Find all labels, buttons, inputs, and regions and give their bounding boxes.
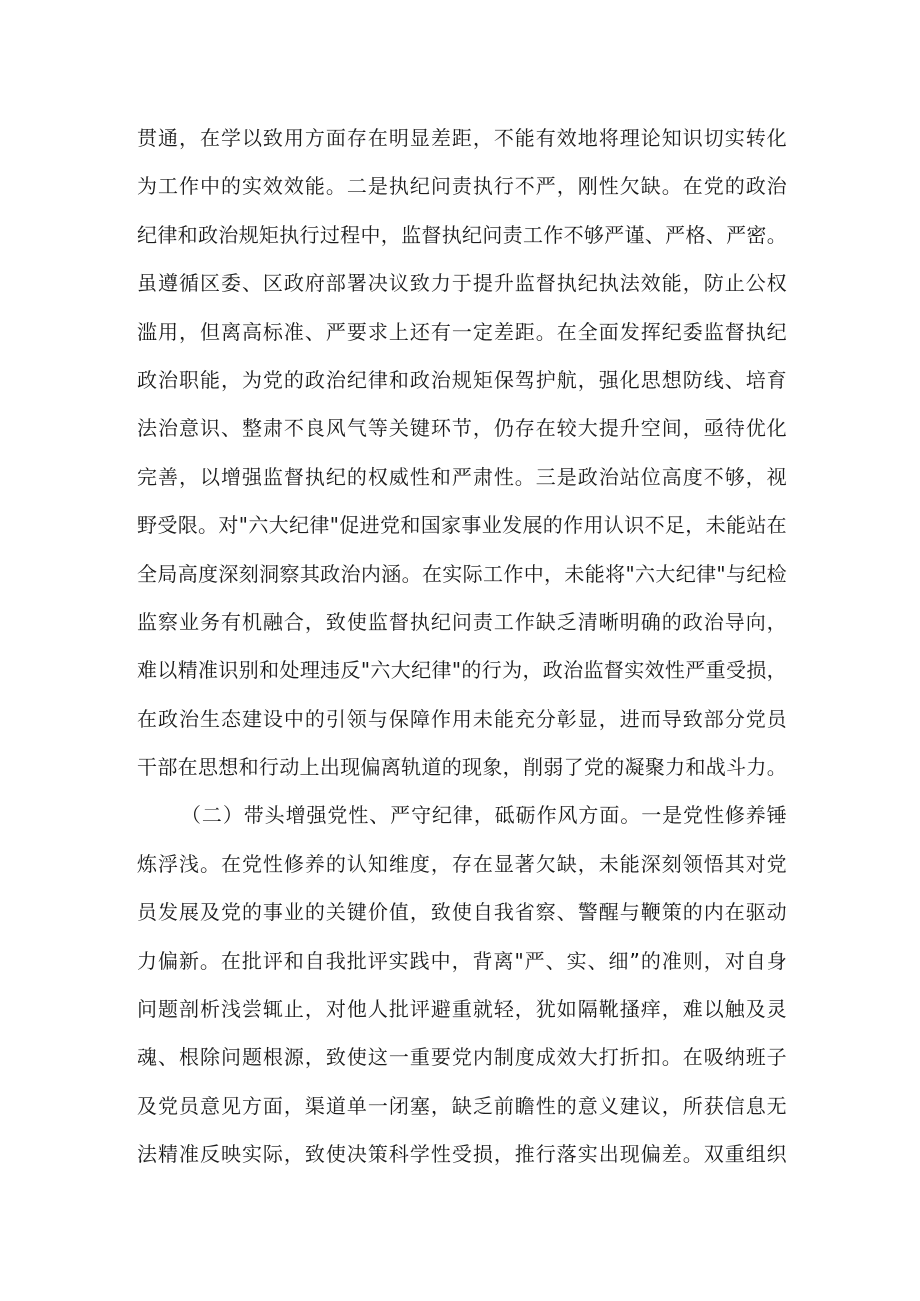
text-line: 干部在思想和行动上出现偏离轨道的现象，削弱了党的凝聚力和战斗力。	[137, 755, 787, 780]
text-line: 问题剖析浅尝辄止，对他人批评避重就轻，犹如隔靴搔痒，难以触及灵	[137, 997, 787, 1022]
text-line: 员发展及党的事业的关键价值，致使自我省察、警醒与鞭策的内在驱动	[137, 900, 787, 925]
text-line: 力偏新。在批评和自我批评实践中，背离"严、实、细”的准则，对自身	[137, 948, 787, 973]
text-line: 虽遵循区委、区政府部署决议致力于提升监督执纪执法效能，防止公权	[137, 271, 787, 296]
text-line: 及党员意见方面，渠道单一闭塞，缺乏前瞻性的意义建议，所获信息无	[137, 1093, 787, 1118]
text-line: 魂、根除问题根源，致使这一重要党内制度成效大打折扣。在吸纳班子	[137, 1045, 787, 1070]
text-line: 法精准反映实际，致使决策科学性受损，推行落实出现偏差。双重组织	[137, 1142, 787, 1167]
text-line: 在政治生态建设中的引领与保障作用未能充分彰显，进而导致部分党员	[137, 706, 787, 731]
text-line: 野受限。对"六大纪律"促进党和国家事业发展的作用认识不足，未能站在	[137, 513, 787, 538]
text-line: 全局高度深刻洞察其政治内涵。在实际工作中，未能将"六大纪律"与纪检	[137, 561, 787, 586]
text-line: 完善，以增强监督执纪的权威性和严肃性。三是政治站位高度不够，视	[137, 464, 787, 489]
text-line: （二）带头增强党性、严守纪律，砥砺作风方面。一是党性修养锤	[181, 803, 787, 828]
text-line: 贯通，在学以致用方面存在明显差距，不能有效地将理论知识切实转化	[137, 126, 787, 150]
text-line: 纪律和政治规矩执行过程中，监督执纪问责工作不够严谨、严格、严密。	[137, 222, 787, 247]
body-text	[137, 114, 787, 1179]
text-line: 监察业务有机融合，致使监督执纪问责工作缺乏清晰明确的政治导向，	[137, 609, 787, 634]
text-line: 难以精准识别和处理违反"六大纪律"的行为，政治监督实效性严重受损，	[137, 658, 787, 683]
text-line: 为工作中的实效效能。二是执纪问责执行不严，刚性欠缺。在党的政治	[137, 174, 787, 199]
text-line: 政治职能，为党的政治纪律和政治规矩保驾护航，强化思想防线、培育	[137, 367, 787, 392]
text-line: 炼浮浅。在党性修养的认知维度，存在显著欠缺，未能深刻领悟其对党	[137, 851, 787, 876]
text-line: 法治意识、整肃不良风气等关键环节，仍存在较大提升空间，亟待优化	[137, 416, 787, 441]
text-line: 滥用，但离高标准、严要求上还有一定差距。在全面发挥纪委监督执纪	[137, 319, 787, 344]
